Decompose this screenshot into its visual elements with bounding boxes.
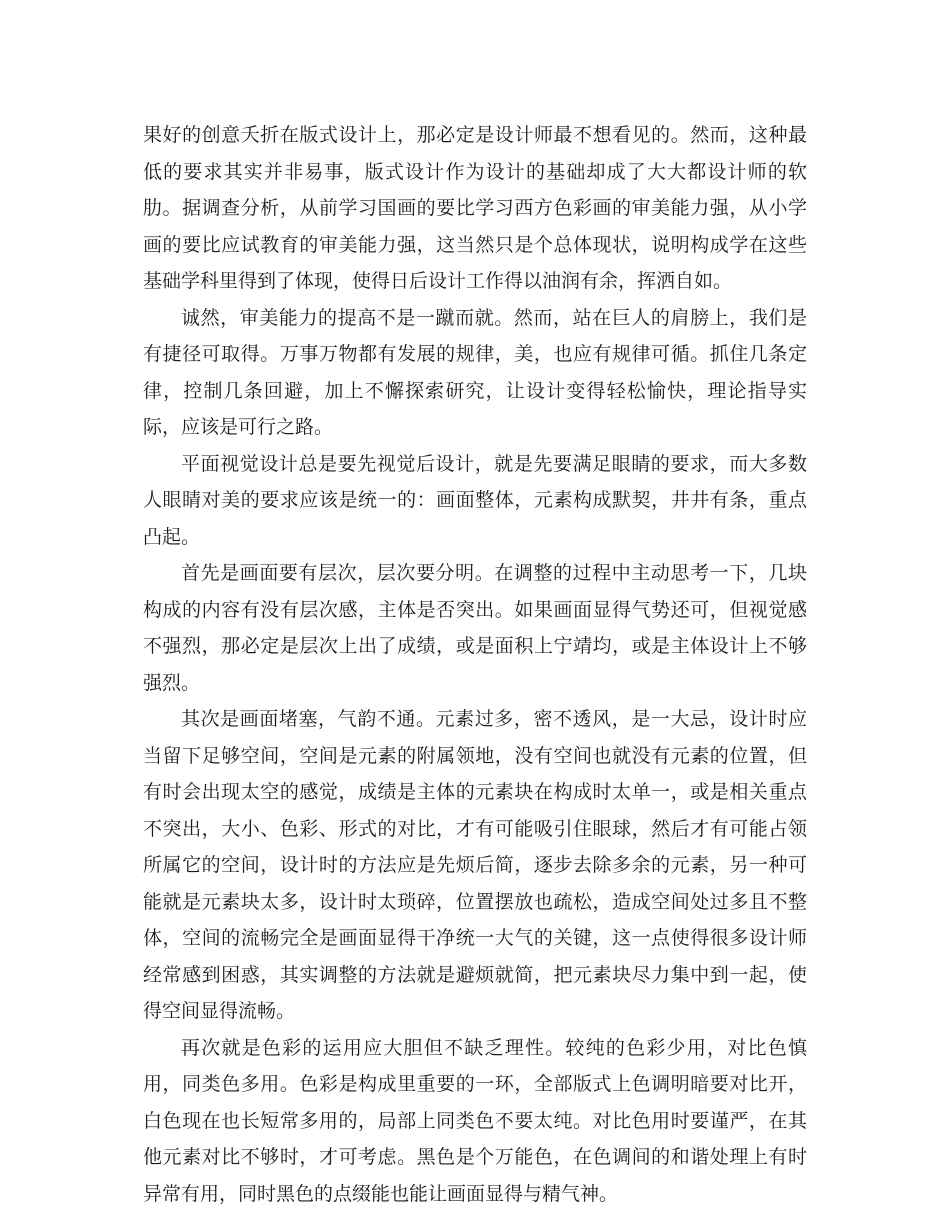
paragraph-6: 再次就是色彩的运用应大胆但不缺乏理性。较纯的色彩少用，对比色慎用，同类色多用。色彩是构成里重要的一环，全部版式上色调明暗要对比开，白色现在也长短常多用的，局部上同类色不要太纯。对比色用时要谨严，在其他元素对比不够时，才可考虑。黑色是个万能色，在色调间的和谐处理上有时异常有用，同时黑色的点缀能也能让画面显得与精气神。 bbox=[143, 1036, 807, 1205]
paragraph-2: 诚然，审美能力的提高不是一蹴而就。然而，站在巨人的肩膀上，我们是有捷径可取得。万事万物都有发展的规律，美，也应有规律可循。抓住几条定律，控制几条回避，加上不懈探索研究，让设计变得轻松愉快，理论指导实际，应该是可行之路。 bbox=[143, 306, 807, 438]
paragraph-1: 果好的创意夭折在版式设计上，那必定是设计师最不想看见的。然而，这种最低的要求其实并非易事，版式设计作为设计的基础却成了大大都设计师的软肋。据调查分析，从前学习国画的要比学习西方色彩画的审美能力强，从小学画的要比应试教育的审美能力强，这当然只是个总体现状，说明构成学在这些基础学科里得到了体现，使得日后设计工作得以油润有余，挥洒自如。 bbox=[143, 124, 807, 292]
paragraph-4: 首先是画面要有层次，层次要分明。在调整的过程中主动思考一下，几块构成的内容有没有层次感，主体是否突出。如果画面显得气势还可，但视觉感不强烈，那必定是层次上出了成绩，或是面积上宁靖均，或是主体设计上不够强烈。 bbox=[143, 562, 807, 694]
body-text bbox=[143, 117, 807, 1212]
paragraph-5: 其次是画面堵塞，气韵不通。元素过多，密不透风，是一大忌，设计时应当留下足够空间，空间是元素的附属领地，没有空间也就没有元素的位置，但有时会出现太空的感觉，成绩是主体的元素块在构成时太单一，或是相关重点不突出，大小、色彩、形式的对比，才有可能吸引住眼球，然后才有可能占领所属它的空间，设计时的方法应是先烦后简，逐步去除多余的元素，另一种可能就是元素块太多，设计时太琐碎，位置摆放也疏松，造成空间处过多且不整体，空间的流畅完全是画面显得干净统一大气的关键，这一点使得很多设计师经常感到困惑，其实调整的方法就是避烦就简，把元素块尽力集中到一起，使得空间显得流畅。 bbox=[143, 708, 807, 1022]
paragraph-3: 平面视觉设计总是要先视觉后设计，就是先要满足眼睛的要求，而大多数人眼睛对美的要求应该是统一的：画面整体，元素构成默契，井井有条，重点凸起。 bbox=[143, 452, 807, 548]
